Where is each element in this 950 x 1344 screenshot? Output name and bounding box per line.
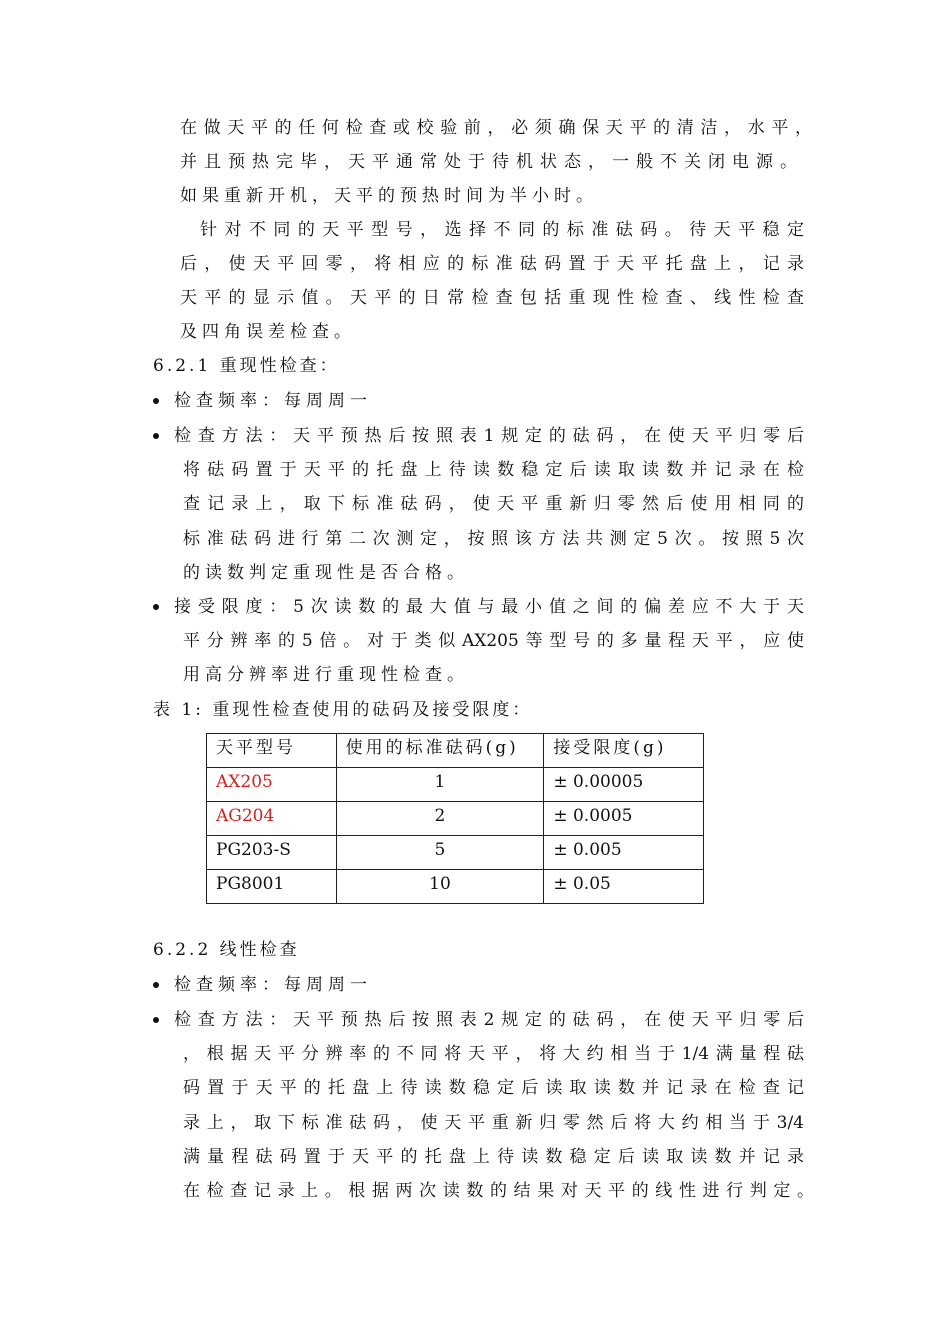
table-header-cell: 接受限度(g) xyxy=(544,734,704,768)
intro-para1-line2: 并且预热完毕，天平通常处于待机状态，一般不关闭电源。 xyxy=(180,152,797,172)
bullet-icon xyxy=(153,433,159,439)
s621-method-line4: 标准砝码进行第二次测定，按照该方法共测定5次。按照5次 xyxy=(183,529,804,549)
table-cell-model: PG8001 xyxy=(207,870,337,904)
s621-method-line1: 检查方法：天平预热后按照表1规定的砝码，在使天平归零后 xyxy=(174,426,804,446)
s622-method-line2: ，根据天平分辨率的不同将天平，将大约相当于1/4满量程砝 xyxy=(183,1044,804,1064)
s621-frequency: 检查频率：每周周一 xyxy=(174,391,372,411)
table-header-cell: 天平型号 xyxy=(207,734,337,768)
table-row xyxy=(207,836,704,870)
s622-method-line6: 在检查记录上。根据两次读数的结果对天平的线性进行判定。 xyxy=(183,1181,814,1201)
intro-para2-line4: 及四角误差检查。 xyxy=(180,322,356,342)
table-row xyxy=(207,802,704,836)
intro-para2-line2: 后，使天平回零，将相应的标准砝码置于天平托盘上，记录 xyxy=(180,254,804,274)
s621-method-line3: 查记录上，取下标准砝码，使天平重新归零然后使用相同的 xyxy=(183,494,804,514)
s622-method-line5: 满量程砝码置于天平的托盘上待读数稳定后读取读数并记录 xyxy=(183,1147,804,1167)
bullet-icon xyxy=(153,398,159,404)
table-cell-model: PG203-S xyxy=(207,836,337,870)
s622-method-line1: 检查方法：天平预热后按照表2规定的砝码，在使天平归零后 xyxy=(174,1010,804,1030)
bullet-icon xyxy=(153,604,159,610)
bullet-icon xyxy=(153,982,159,988)
table-cell-weight: 10 xyxy=(336,870,544,904)
intro-para1-line1: 在做天平的任何检查或校验前，必须确保天平的清洁，水平， xyxy=(180,118,812,138)
table-cell-limit: ± 0.00005 xyxy=(544,768,704,802)
section-621-heading: 6.2.1 重现性检查： xyxy=(153,356,340,376)
s622-method-line3: 码置于天平的托盘上待读数稳定后读取读数并记录在检查记 xyxy=(183,1078,804,1098)
s621-accept-line1: 接受限度：5次读数的最大值与最小值之间的偏差应不大于天 xyxy=(174,597,804,617)
s622-method-line4: 录上，取下标准砝码，使天平重新归零然后将大约相当于3/4 xyxy=(183,1113,804,1133)
s621-accept-line2: 平分辨率的5倍。对于类似AX205等型号的多量程天平，应使 xyxy=(183,631,804,651)
table-header-cell: 使用的标准砝码(g) xyxy=(336,734,544,768)
table-row xyxy=(207,870,704,904)
s622-frequency: 检查频率：每周周一 xyxy=(174,975,372,995)
table-cell-weight: 2 xyxy=(336,802,544,836)
intro-para2-line3: 天平的显示值。天平的日常检查包括重现性检查、线性检查 xyxy=(180,288,804,308)
weights-table xyxy=(206,733,704,904)
table-cell-limit: ± 0.0005 xyxy=(544,802,704,836)
section-622-heading: 6.2.2 线性检查 xyxy=(153,940,300,960)
table-cell-limit: ± 0.05 xyxy=(544,870,704,904)
s621-method-line2: 将砝码置于天平的托盘上待读数稳定后读取读数并记录在检 xyxy=(183,460,804,480)
s621-method-line5: 的读数判定重现性是否合格。 xyxy=(183,563,469,583)
bullet-icon xyxy=(153,1017,159,1023)
table-cell-model: AG204 xyxy=(207,802,337,836)
table-header-row xyxy=(207,734,704,768)
table-row xyxy=(207,768,704,802)
table-cell-weight: 1 xyxy=(336,768,544,802)
s621-accept-line3: 用高分辨率进行重现性检查。 xyxy=(183,665,469,685)
table-cell-model: AX205 xyxy=(207,768,337,802)
intro-para1-line3: 如果重新开机，天平的预热时间为半小时。 xyxy=(180,186,598,206)
table1-caption: 表 1: 重现性检查使用的砝码及接受限度： xyxy=(153,700,533,720)
table-cell-limit: ± 0.005 xyxy=(544,836,704,870)
table-cell-weight: 5 xyxy=(336,836,544,870)
intro-para2-line1: 针对不同的天平型号，选择不同的标准砝码。待天平稳定 xyxy=(200,220,804,240)
